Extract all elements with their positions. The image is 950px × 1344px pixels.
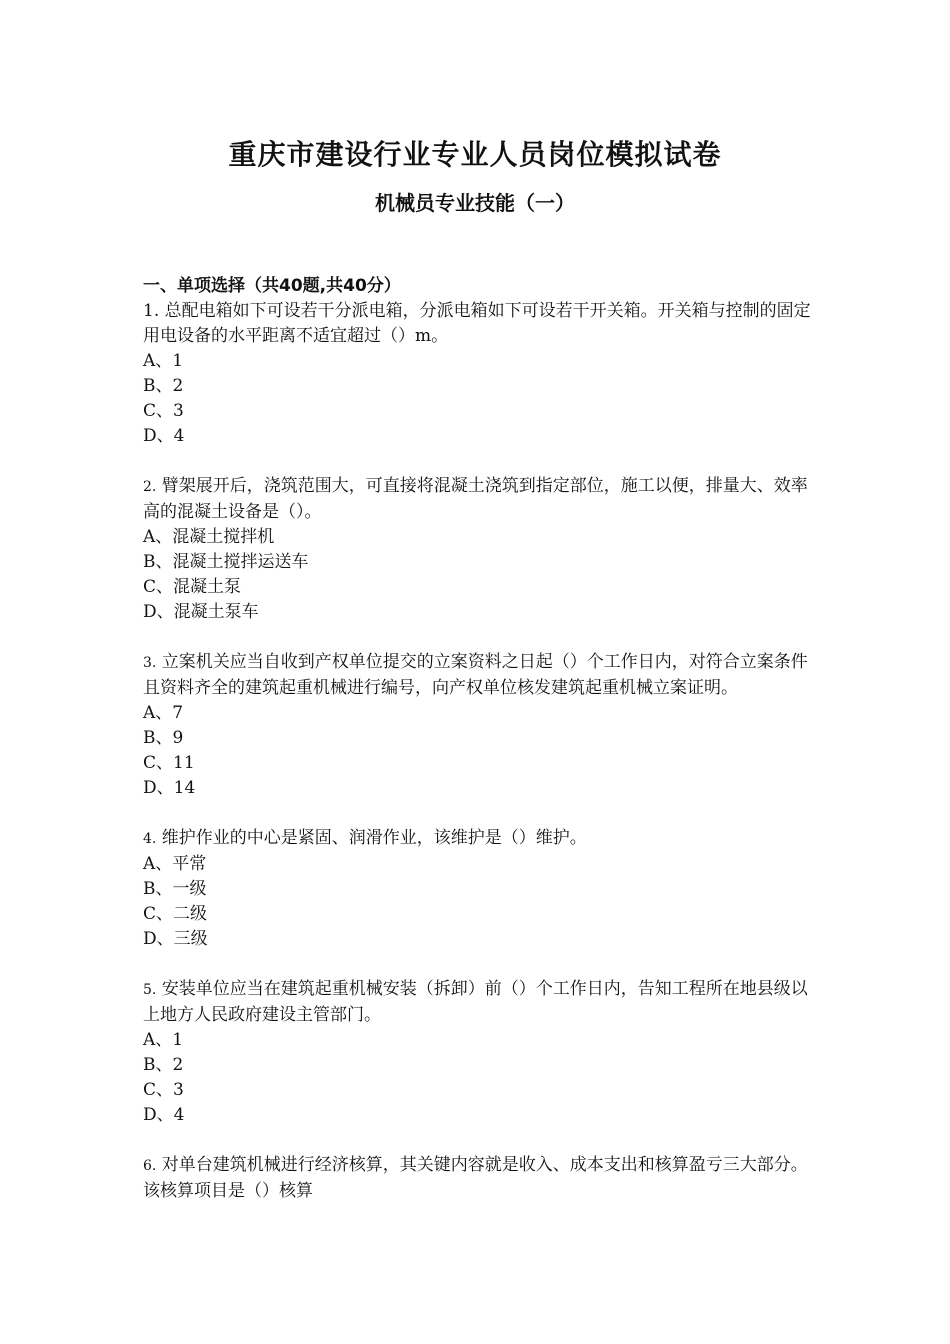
question-body: 对单台建筑机械进行经济核算，其关键内容就是收入、成本支出和核算盈亏三大部分。该核算项目是（）核算 [143,1155,808,1201]
option-d: D、三级 [143,929,208,949]
option-a: A、1 [143,351,184,371]
option-a: A、1 [143,1030,184,1050]
question-number: 2. [143,479,157,495]
exam-content [143,274,811,1229]
option-b: B、9 [143,728,184,748]
question-6 [143,1153,811,1204]
question-body: 臂架展开后，浇筑范围大，可直接将混凝土浇筑到指定部位，施工以便，排量大、效率高的混凝土设备是（）。 [143,476,808,522]
section-heading: 一、单项选择（共40题,共40分） [143,276,401,296]
question-text [143,1153,811,1204]
option-c: C、11 [143,753,195,773]
option-b: B、一级 [143,879,207,899]
option-c: C、二级 [143,904,208,924]
question-number: 3. [143,655,157,671]
question-number: 1. [143,301,160,321]
page-title: 重庆市建设行业专业人员岗位模拟试卷 [228,138,722,171]
question-text [143,826,811,852]
question-text [143,977,811,1028]
question-number: 6. [143,1158,157,1174]
option-d: D、4 [143,426,185,446]
page-subtitle: 机械员专业技能（一） [375,191,575,215]
option-c: C、3 [143,401,184,421]
question-5 [143,977,811,1128]
question-body: 维护作业的中心是紧固、润滑作业，该维护是（）维护。 [161,828,587,848]
option-c: C、混凝土泵 [143,577,242,597]
option-d: D、混凝土泵车 [143,602,259,622]
question-body: 总配电箱如下可设若干分派电箱，分派电箱如下可设若干开关箱。开关箱与控制的固定用电设备的水平距离不适宜超过（）m。 [143,301,811,346]
option-b: B、2 [143,376,184,396]
question-text [143,299,811,349]
option-a: A、7 [143,703,184,723]
option-d: D、14 [143,778,196,798]
option-b: B、2 [143,1055,184,1075]
option-a: A、平常 [143,854,207,874]
question-3 [143,650,811,801]
question-2 [143,474,811,625]
question-4 [143,826,811,952]
question-text [143,474,811,525]
option-d: D、4 [143,1105,185,1125]
option-b: B、混凝土搅拌运送车 [143,552,309,572]
question-body: 安装单位应当在建筑起重机械安装（拆卸）前（）个工作日内，告知工程所在地县级以上地方人民政府建设主管部门。 [143,979,808,1025]
question-body: 立案机关应当自收到产权单位提交的立案资料之日起（）个工作日内，对符合立案条件且资料齐全的建筑起重机械进行编号，向产权单位核发建筑起重机械立案证明。 [143,652,808,698]
option-c: C、3 [143,1080,184,1100]
question-number: 5. [143,982,157,998]
question-1 [143,299,811,449]
option-a: A、混凝土搅拌机 [143,527,275,547]
question-text [143,650,811,701]
question-number: 4. [143,831,157,847]
